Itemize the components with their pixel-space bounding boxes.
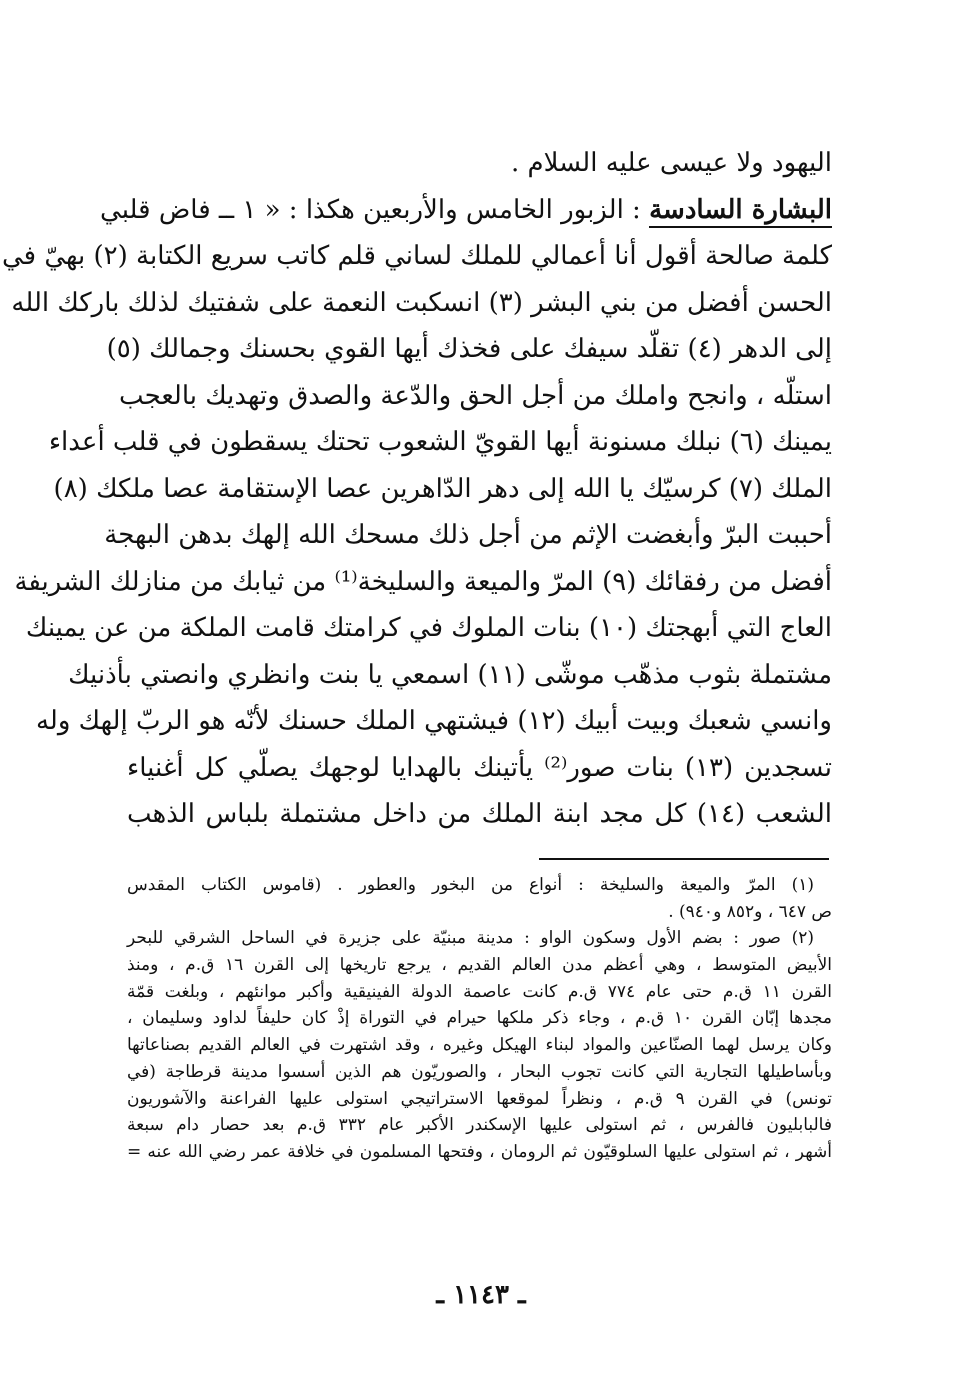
text-line: الحسن أفضل من بني البشر (٣) انسكبت النعمة على شفتيك لذلك باركك الله: [11, 287, 832, 318]
page-number: ـ ١١٤٣ ـ: [436, 1280, 526, 1310]
text-line: الشعب (١٤) كل مجد ابنة الملك من داخل مشتملة بلباس الذهب: [127, 799, 833, 829]
text-line: مشتملة بثوب مذهّب موشّى (١١) اسمعي يا بنت وانظري وانصتي بأذنيك: [68, 659, 832, 690]
footnote-line: أشهر ، ثم استولى عليها السلوقيّون ثم الرومان ، وفتحها المسلمون في خلافة عمر رضي الله عنه =: [127, 1141, 832, 1162]
footnote-line: القرن ١١ ق.م حتى عام ٧٧٤ ق.م كانت عاصمة الدولة الفينيقية وأكبر موانئهم ، وبلغت قمّة: [127, 981, 832, 1002]
footnote-line: (١) المرّ والميعة والسليخة : أنواع من البخور والعطور . (قاموس الكتاب المقدس: [127, 875, 814, 895]
text-line: أفضل من رفقائك (٩) المرّ والميعة والسليخة⁽¹⁾ من ثيابك من منازلك الشريفة: [14, 566, 832, 597]
footnote-line: مجدها إبّان القرن ١٠ ق.م ، وجاء ذكر ملكها حيرام في التوراة إذْ كان حليفاً لداود وسليمان ،: [127, 1008, 832, 1029]
heading-continuation: : الزبور الخامس والأربعين هكذا : « ١ ــ فاض قلبي: [100, 194, 650, 225]
text-line: استلّه ، وانجح واملك من أجل الحق والدّعة والصدق وتهديك بالعجب: [119, 380, 832, 411]
footnote-line: تونس) في القرن ٩ ق.م ، ونظراً لموقعها الاستراتيجي استولى عليها الفراعنة والآشوريون: [127, 1088, 832, 1109]
footnote-line: ص ٦٤٧ ، و٨٥٢ و٩٤٠) .: [668, 901, 832, 922]
footnote-line: (٢) صور : بضم الأول وسكون الواو : مدينة مبنيّة على جزيرة في الساحل الشرقي للبحر: [127, 928, 814, 949]
text-line: إلى الدهر (٤) تقلّد سيفك على فخذك أيها القوي بحسنك وجمالك (٥): [106, 334, 832, 364]
text-line: [100, 187, 832, 234]
text-line: العاج التي أبهجتك (١٠) بنات الملوك في كرامتك قامت الملكة من عن يمينك: [25, 613, 832, 643]
text-line: تسجدين (١٣) بنات صور⁽²⁾ يأتينك بالهدايا لوجهك يصلّي كل أغنياء: [127, 752, 832, 783]
footnotes: [127, 872, 832, 1166]
section-heading: البشارة السادسة: [649, 195, 832, 228]
text-line: يمينك (٦) نبلك مسنونة أيها القويّ الشعوب تحتك يسقطون في قلب أعداء: [48, 427, 832, 457]
footnote-line: الأبيض المتوسط ، وهي أعظم مدن العالم القديم ، يرجع تاريخها إلى القرن ١٦ ق.م ، ومنذ: [127, 955, 832, 976]
main-text: [1, 140, 833, 838]
text-line: اليهود ولا عيسى عليه السلام .: [510, 148, 832, 178]
footnote-line: وكان يرسل لهما الصنّاعين والمواد لبناء الهيكل وغيره ، وقد اشتهرت في العالم القديم بصناعاتها: [127, 1035, 832, 1056]
text-line: أحببت البرّ وأبغضت الإثم من أجل ذلك مسحك الله إلهك بدهن البهجة: [104, 520, 832, 550]
text-line: كلمة صالحة أقول أنا أعمالي للملك لساني قلم كاتب سريع الكتابة (٢) بهيّ في: [1, 241, 832, 271]
footnote-line: فالبابليون فالفرس ، ثم استولى عليها الإسكندر الأكبر عام ٣٣٢ ق.م بعد حصار دام سبعة: [127, 1115, 832, 1136]
text-line: الملك (٧) كرسيّك يا الله إلى دهر الدّاهرين عصا الإستقامة عصا ملكك (٨): [53, 473, 832, 504]
footnote-separator: [539, 858, 829, 860]
text-line: وانسي شعبك وبيت أبيك (١٢) فيشتهي الملك حسنك لأنّه هو الربّ إلهك وله: [35, 706, 832, 736]
footnote-line: وبأساطيلها التجارية التي كانت تجوب البحار ، والصوريّون هم الذين أسسوا مدينة قرطاجة (في: [127, 1061, 832, 1082]
